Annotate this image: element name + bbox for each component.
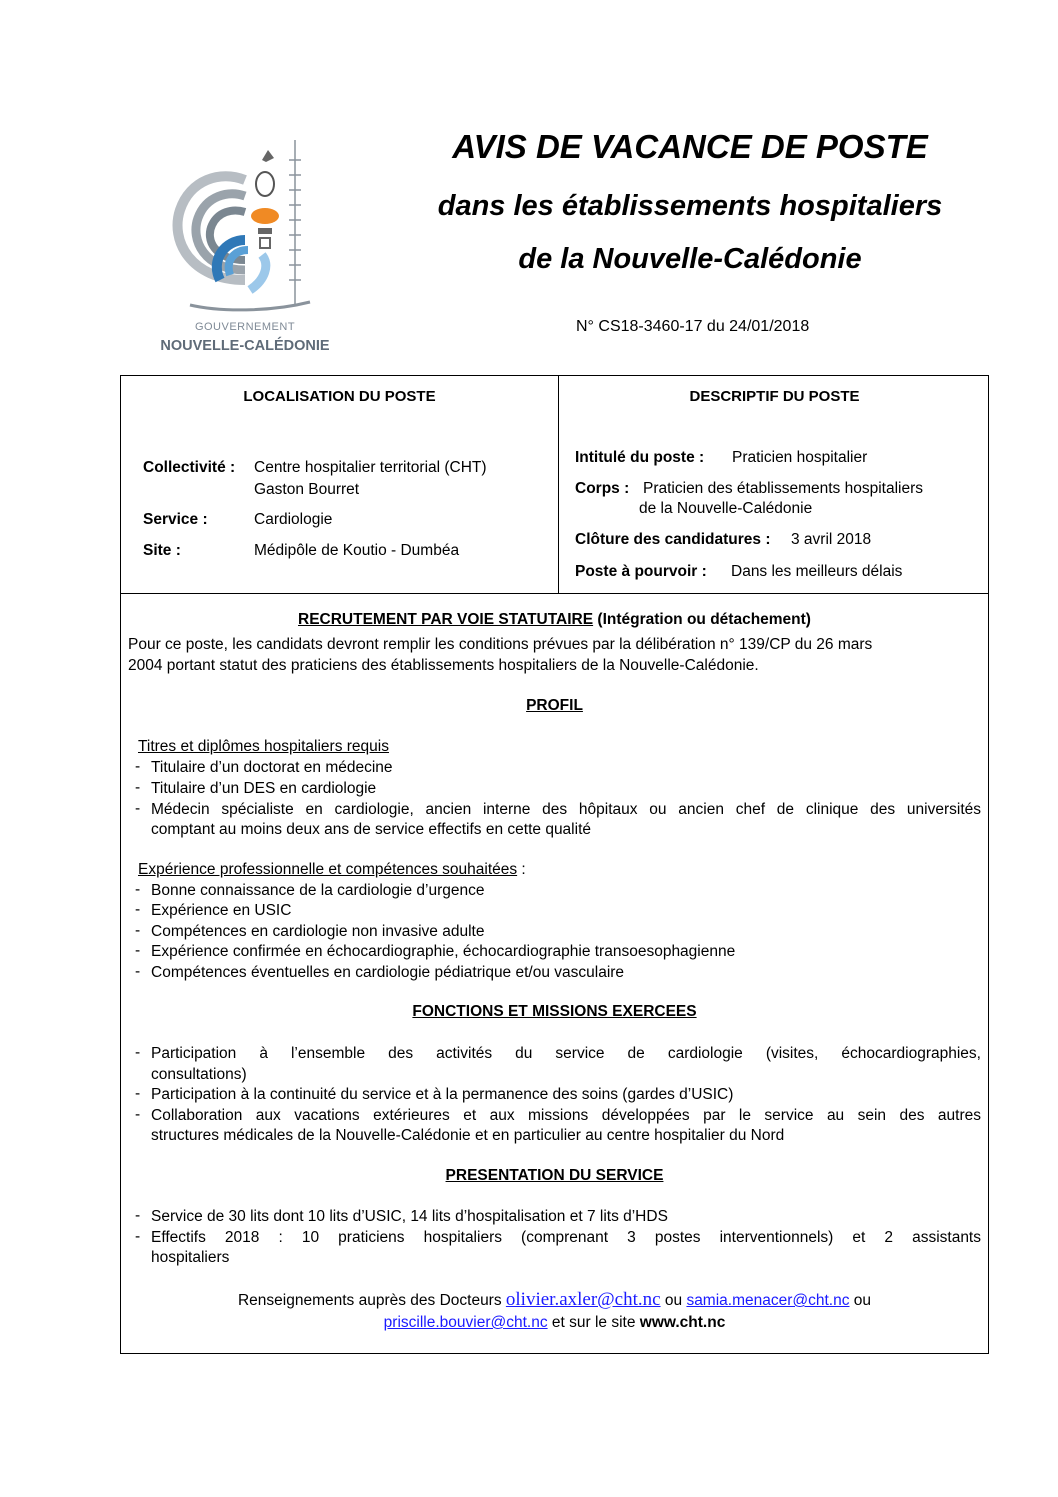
government-logo: [150, 130, 340, 358]
presentation-item-1: Service de 30 lits dont 10 lits d’USIC, 14 lits d’hospitalisation et 7 lits d’HDS: [151, 1208, 668, 1225]
presentation-heading: PRESENTATION DU SERVICE: [445, 1167, 664, 1184]
section-divider: [121, 593, 988, 594]
intitule-label: Intitulé du poste :: [575, 449, 705, 466]
list-bullet: -: [135, 758, 141, 775]
experience-item-3: Compétences en cardiologie non invasive adulte: [151, 923, 485, 940]
recrutement-heading-line: [121, 610, 988, 631]
email-link-bouvier[interactable]: priscille.bouvier@cht.nc: [383, 1314, 548, 1331]
experience-item-1: Bonne connaissance de la cardiologie d’urgence: [151, 882, 485, 899]
service-label: Service :: [143, 511, 208, 528]
service-value: Cardiologie: [254, 511, 333, 528]
corps-label: Corps :: [575, 480, 630, 497]
list-bullet: -: [135, 1085, 141, 1102]
contact-sep-1: ou: [660, 1292, 687, 1309]
titres-item-1: Titulaire d’un doctorat en médecine: [151, 759, 393, 776]
list-bullet: -: [135, 779, 141, 796]
fonctions-item-1: Participation à l’ensemble des activités du service de cardiologie (visites, échocardiographies,: [151, 1045, 981, 1062]
contact-prefix: Renseignements auprès des Docteurs: [237, 1292, 506, 1309]
cloture-value: 3 avril 2018: [791, 531, 872, 548]
list-bullet: -: [135, 1228, 141, 1245]
fonctions-item-3-cont: structures médicales de la Nouvelle-Calédonie et en particulier au centre hospitalier du Nord: [151, 1127, 785, 1144]
experience-heading: Expérience professionnelle et compétences souhaitées: [138, 861, 518, 878]
nautilus-emblem-icon: [150, 130, 340, 320]
list-bullet: -: [135, 922, 141, 939]
site-value: Médipôle de Koutio - Dumbéa: [254, 542, 460, 559]
contact-line-2: [121, 1313, 988, 1334]
presentation-item-2: Effectifs 2018 : 10 praticiens hospitaliers (comprenant 3 postes interventionnels) et 2 assistants: [151, 1229, 981, 1246]
fonctions-item-3: Collaboration aux vacations extérieures et aux missions développées par le service au sein des autres: [151, 1107, 981, 1124]
list-bullet: -: [135, 800, 141, 817]
intitule-value: Praticien hospitalier: [732, 449, 868, 466]
page-subtitle-1: dans les établissements hospitaliers: [437, 190, 943, 222]
experience-heading-line: [138, 860, 526, 881]
cloture-label: Clôture des candidatures :: [575, 531, 771, 548]
list-bullet: -: [135, 901, 141, 918]
titres-item-2: Titulaire d’un DES en cardiologie: [151, 780, 377, 797]
list-bullet: -: [135, 963, 141, 980]
titres-item-3-cont: comptant au moins deux ans de service effectifs en cette qualité: [151, 821, 591, 838]
column-divider: [558, 376, 559, 593]
contact-line-1: [121, 1290, 988, 1312]
titres-item-3: Médecin spécialiste en cardiologie, ancien interne des hôpitaux ou ancien chef de clinique des universités: [151, 801, 981, 818]
email-link-axler[interactable]: olivier.axler@cht.nc: [505, 1289, 661, 1310]
experience-item-5: Compétences éventuelles en cardiologie pédiatrique et/ou vasculaire: [151, 964, 625, 981]
job-posting-frame: [120, 375, 989, 1354]
recrutement-line-1: Pour ce poste, les candidats devront remplir les conditions prévues par la délibération n° 139/CP du 26 mars: [128, 636, 873, 653]
recrutement-heading-suffix: (Intégration ou détachement): [597, 611, 811, 628]
descriptif-heading: DESCRIPTIF DU POSTE: [689, 388, 860, 405]
list-bullet: -: [135, 1106, 141, 1123]
presentation-item-2-cont: hospitaliers: [151, 1249, 230, 1266]
recrutement-heading: RECRUTEMENT PAR VOIE STATUTAIRE: [298, 611, 594, 628]
list-bullet: -: [135, 1207, 141, 1224]
experience-item-2: Expérience en USIC: [151, 902, 292, 919]
corps-value-2: de la Nouvelle-Calédonie: [639, 500, 813, 517]
experience-item-4: Expérience confirmée en échocardiographie, échocardiographie transoesophagienne: [151, 943, 736, 960]
logo-line2: NOUVELLE-CALÉDONIE: [160, 338, 330, 354]
contact-middle: et sur le site: [547, 1314, 640, 1331]
profil-heading: PROFIL: [526, 697, 583, 714]
fonctions-heading: FONCTIONS ET MISSIONS EXERCEES: [412, 1003, 697, 1020]
site-label: Site :: [143, 542, 181, 559]
fonctions-item-1-cont: consultations): [151, 1066, 247, 1083]
fonctions-item-2: Participation à la continuité du service et à la permanence des soins (gardes d’USIC): [151, 1086, 734, 1103]
corps-value-1: Praticien des établissements hospitaliers: [643, 480, 923, 497]
logo-line1: GOUVERNEMENT: [194, 321, 296, 333]
list-bullet: -: [135, 1044, 141, 1061]
collectivite-value-2: Gaston Bourret: [254, 481, 360, 498]
experience-heading-suffix: :: [517, 861, 526, 878]
poste-value: Dans les meilleurs délais: [731, 563, 903, 580]
poste-label: Poste à pourvoir :: [575, 563, 707, 580]
collectivite-value-1: Centre hospitalier territorial (CHT): [254, 459, 487, 476]
reference-number: N° CS18-3460-17 du 24/01/2018: [576, 318, 810, 335]
page-title: AVIS DE VACANCE DE POSTE: [452, 128, 928, 165]
list-bullet: -: [135, 881, 141, 898]
recrutement-line-2: 2004 portant statut des praticiens des établissements hospitaliers de la Nouvelle-Calédonie.: [128, 657, 759, 674]
page-subtitle-2: de la Nouvelle-Calédonie: [518, 243, 862, 275]
website-link[interactable]: www.cht.nc: [639, 1314, 726, 1331]
titres-heading: Titres et diplômes hospitaliers requis: [138, 738, 389, 755]
list-bullet: -: [135, 942, 141, 959]
localisation-heading: LOCALISATION DU POSTE: [243, 388, 436, 405]
contact-sep-2: ou: [849, 1292, 872, 1309]
email-link-menacer[interactable]: samia.menacer@cht.nc: [686, 1292, 850, 1309]
collectivite-label: Collectivité :: [143, 459, 236, 476]
